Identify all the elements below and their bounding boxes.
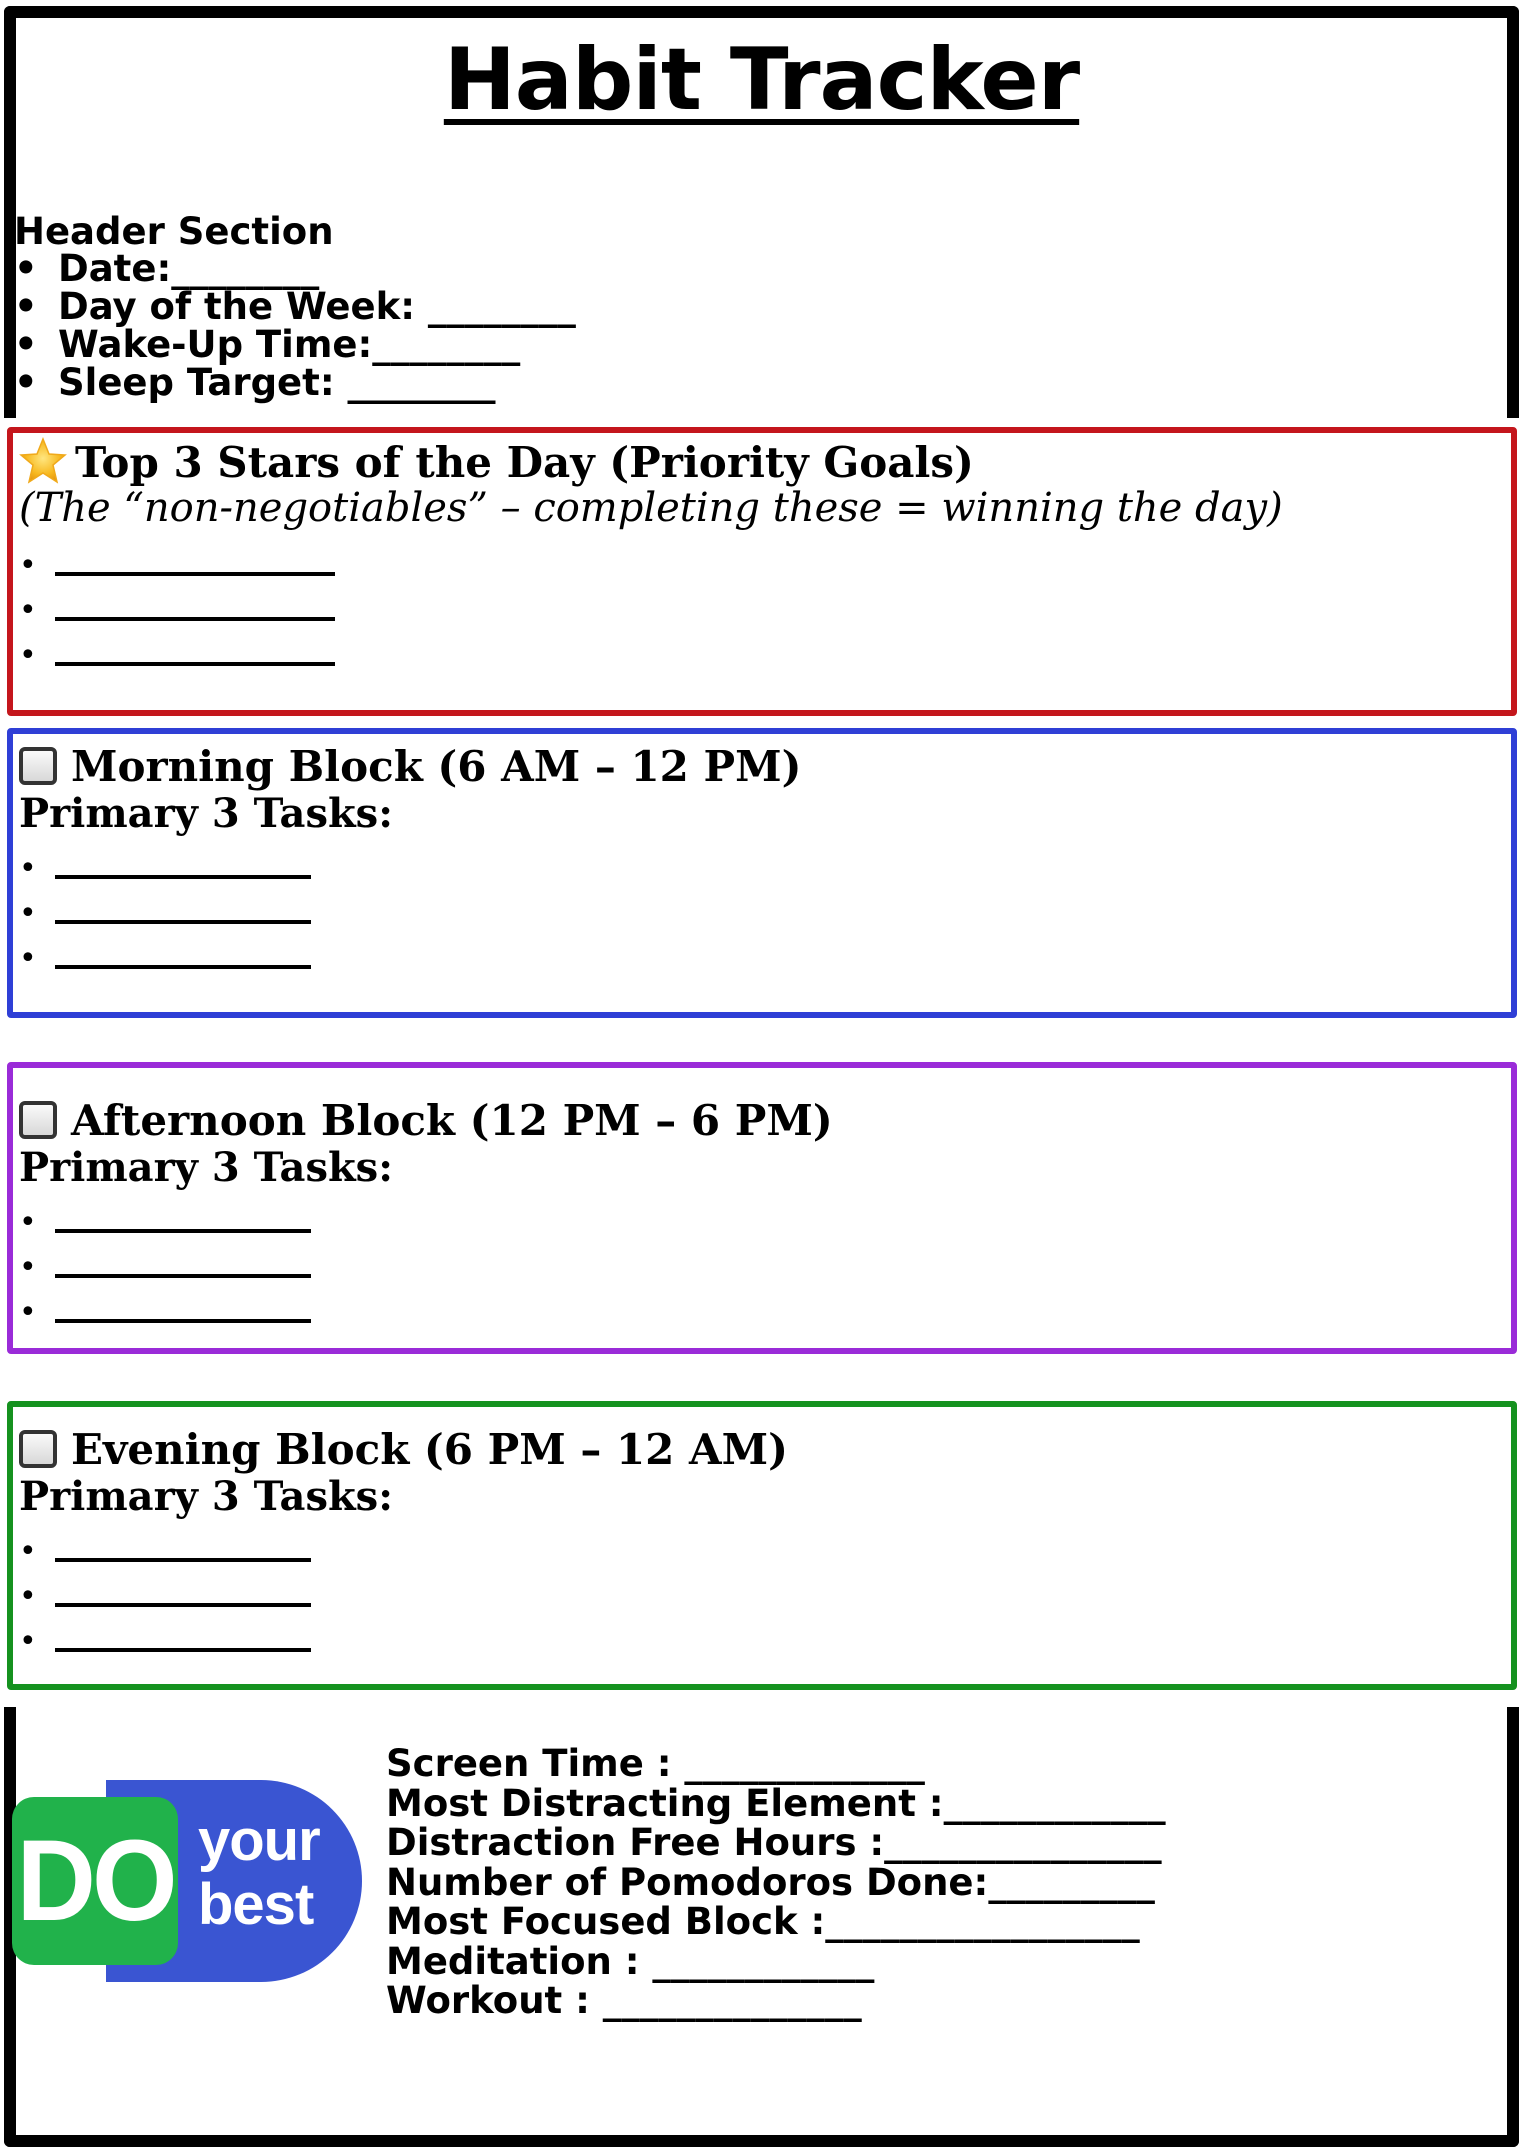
pomodoros-done-field[interactable]: Number of Pomodoros Done:_________ xyxy=(386,1860,1155,1904)
list-item[interactable]: • xyxy=(19,588,335,633)
list-item[interactable]: • xyxy=(19,1245,311,1290)
afternoon-block-subtitle: Primary 3 Tasks: xyxy=(19,1144,393,1191)
morning-task-list xyxy=(19,846,311,981)
list-item[interactable]: • xyxy=(19,1200,311,1245)
distraction-free-hours-field[interactable]: Distraction Free Hours :_______________ xyxy=(386,1821,1162,1864)
screen-time-field[interactable]: Screen Time : _____________ xyxy=(386,1742,925,1785)
list-item[interactable]: • xyxy=(19,936,311,981)
evening-block-title: Evening Block (6 PM – 12 AM) xyxy=(19,1425,788,1474)
header-section-list xyxy=(14,247,576,404)
blank-line[interactable] xyxy=(55,1544,311,1562)
blank-line[interactable] xyxy=(55,648,335,666)
list-item[interactable]: • xyxy=(19,1290,311,1335)
evening-task-list xyxy=(19,1529,311,1664)
list-item[interactable]: • xyxy=(19,891,311,936)
blank-line[interactable] xyxy=(55,861,311,879)
star-emoji-icon xyxy=(19,437,67,485)
top-stars-title: Top 3 Stars of the Day (Priority Goals) xyxy=(19,437,974,487)
morning-block-section xyxy=(7,728,1517,1018)
list-item[interactable]: • xyxy=(19,1529,311,1574)
list-item[interactable]: • xyxy=(19,1619,311,1664)
meditation-field[interactable]: Meditation : ____________ xyxy=(386,1939,875,1983)
blank-line[interactable] xyxy=(55,1589,311,1607)
top-stars-list xyxy=(19,543,335,678)
afternoon-task-list xyxy=(19,1200,311,1335)
wake-up-time-field[interactable]: • Wake-Up Time:________ xyxy=(14,326,576,364)
morning-block-subtitle: Primary 3 Tasks: xyxy=(19,790,393,837)
evening-block-subtitle: Primary 3 Tasks: xyxy=(19,1473,393,1520)
sleep-target-field[interactable]: • Sleep Target: ________ xyxy=(14,364,576,402)
date-field[interactable]: • Date:________ xyxy=(14,250,576,288)
checkbox-icon[interactable] xyxy=(19,1101,57,1139)
day-of-week-field[interactable]: • Day of the Week: ________ xyxy=(14,288,576,326)
afternoon-block-title: Afternoon Block (12 PM – 6 PM) xyxy=(19,1096,833,1145)
blank-line[interactable] xyxy=(55,558,335,576)
list-item[interactable]: • xyxy=(19,633,335,678)
morning-block-title: Morning Block (6 AM – 12 PM) xyxy=(19,742,801,791)
checkbox-icon[interactable] xyxy=(19,1430,57,1468)
logo-best-text: best xyxy=(198,1872,314,1937)
workout-field[interactable]: Workout : ______________ xyxy=(386,1979,862,2022)
daily-stats-list xyxy=(386,1744,1166,2021)
most-focused-block-field[interactable]: Most Focused Block :_________________ xyxy=(386,1900,1140,1943)
blank-line[interactable] xyxy=(55,906,311,924)
evening-block-section xyxy=(7,1401,1517,1690)
top-stars-subtitle: (The “non-negotiables” – completing these = winning the day) xyxy=(19,485,1283,531)
blank-line[interactable] xyxy=(55,951,311,969)
checkbox-icon[interactable] xyxy=(19,747,57,785)
header-section-label: Header Section xyxy=(14,210,334,253)
blank-line[interactable] xyxy=(55,1634,311,1652)
blank-line[interactable] xyxy=(55,1260,311,1278)
list-item[interactable]: • xyxy=(19,846,311,891)
blank-line[interactable] xyxy=(55,1305,311,1323)
most-distracting-element-field[interactable]: Most Distracting Element :____________ xyxy=(386,1781,1166,1825)
list-item[interactable]: • xyxy=(19,1574,311,1619)
afternoon-block-section xyxy=(7,1062,1517,1354)
do-your-best-logo xyxy=(12,1780,362,1982)
page-title: Habit Tracker xyxy=(443,30,1080,130)
logo-do-text: DO xyxy=(16,1815,174,1946)
blank-line[interactable] xyxy=(55,603,335,621)
top-stars-section xyxy=(7,427,1517,716)
logo-your-text: your xyxy=(198,1808,320,1873)
list-item[interactable]: • xyxy=(19,543,335,588)
blank-line[interactable] xyxy=(55,1215,311,1233)
